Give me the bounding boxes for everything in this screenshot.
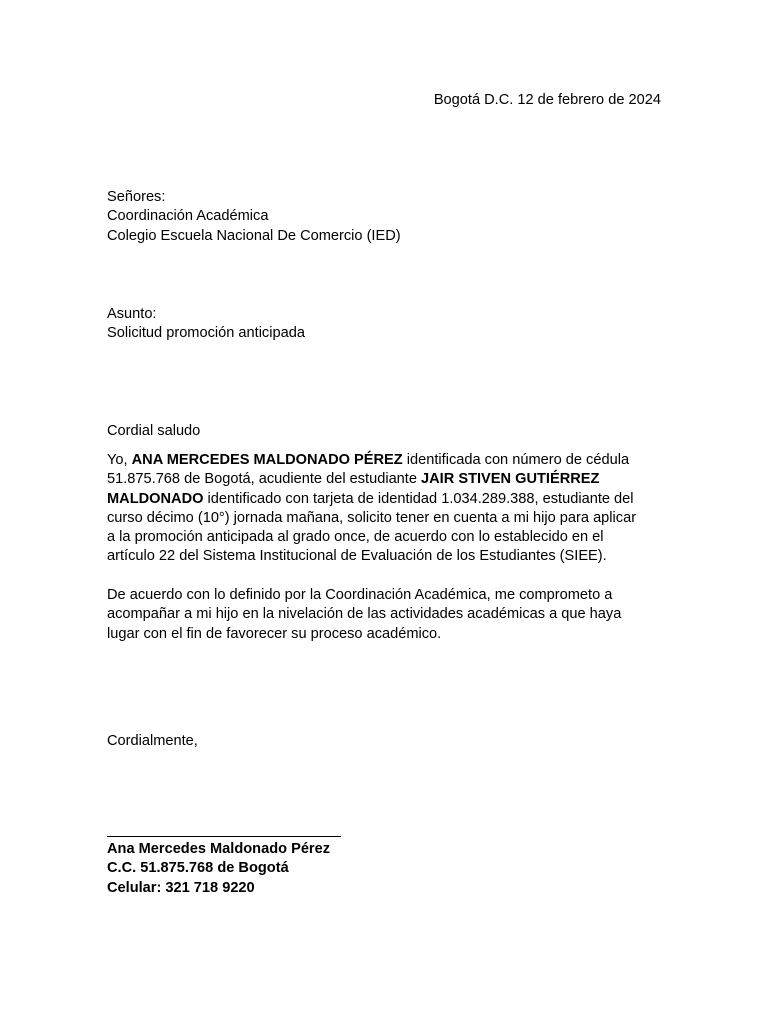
addressee-block [107,188,667,246]
paragraph-line: lugar con el fin de favorecer su proceso académico. [107,625,442,642]
paragraph-line: De acuerdo con lo definido por la Coordinación Académica, me comprometo a [107,587,613,603]
signature-id: C.C. 51.875.768 de Bogotá [107,860,289,877]
text-run: Yo, [107,452,132,468]
text-run: identificada con número de cédula [402,452,630,468]
paragraph-line: acompañar a mi hijo en la nivelación de las actividades académicas a que haya [107,606,622,623]
greeting-text: Cordial saludo [107,423,201,439]
addressee-salutation: Señores: [107,189,166,205]
text-run: artículo 22 del Sistema Institucional de Evaluación de los Estudiantes (SIEE). [107,548,607,565]
signature-block [107,840,667,898]
paragraph-line [107,451,667,470]
signature-phone: Celular: 321 718 9220 [107,879,255,896]
closing-text: Cordialmente, [107,733,198,749]
letter-date: Bogotá D.C. 12 de febrero de 2024 [433,92,661,108]
bold-text-run: JAIR STIVEN GUTIÉRREZ [421,471,600,488]
body-paragraph-2 [107,586,667,644]
text-run: identificado con tarjeta de identidad 1.034.289.388, estudiante del [203,490,634,507]
paragraph-line [107,470,667,489]
signature-line [107,836,341,837]
bold-text-run: ANA MERCEDES MALDONADO PÉREZ [131,452,403,468]
paragraph-line [107,509,667,528]
text-run: curso décimo (10°) jornada mañana, solicito tener en cuenta a mi hijo para aplicar [107,509,637,526]
body-paragraph-1 [107,451,667,567]
bold-text-run: MALDONADO [107,490,204,507]
text-run: a la promoción anticipada al grado once, de acuerdo con lo establecido en el [107,529,604,546]
subject-text: Solicitud promoción anticipada [107,325,305,342]
paragraph-line [107,547,667,566]
signature-name: Ana Mercedes Maldonado Pérez [107,841,331,857]
addressee-institution: Colegio Escuela Nacional De Comercio (IED) [107,227,401,244]
paragraph-line [107,490,667,509]
addressee-office: Coordinación Académica [107,208,269,225]
closing [107,732,667,751]
subject-label: Asunto: [107,306,157,322]
greeting [107,422,667,441]
text-run: 51.875.768 de Bogotá, acudiente del estudiante [107,471,422,488]
paragraph-line [107,528,667,547]
subject-block [107,305,667,344]
